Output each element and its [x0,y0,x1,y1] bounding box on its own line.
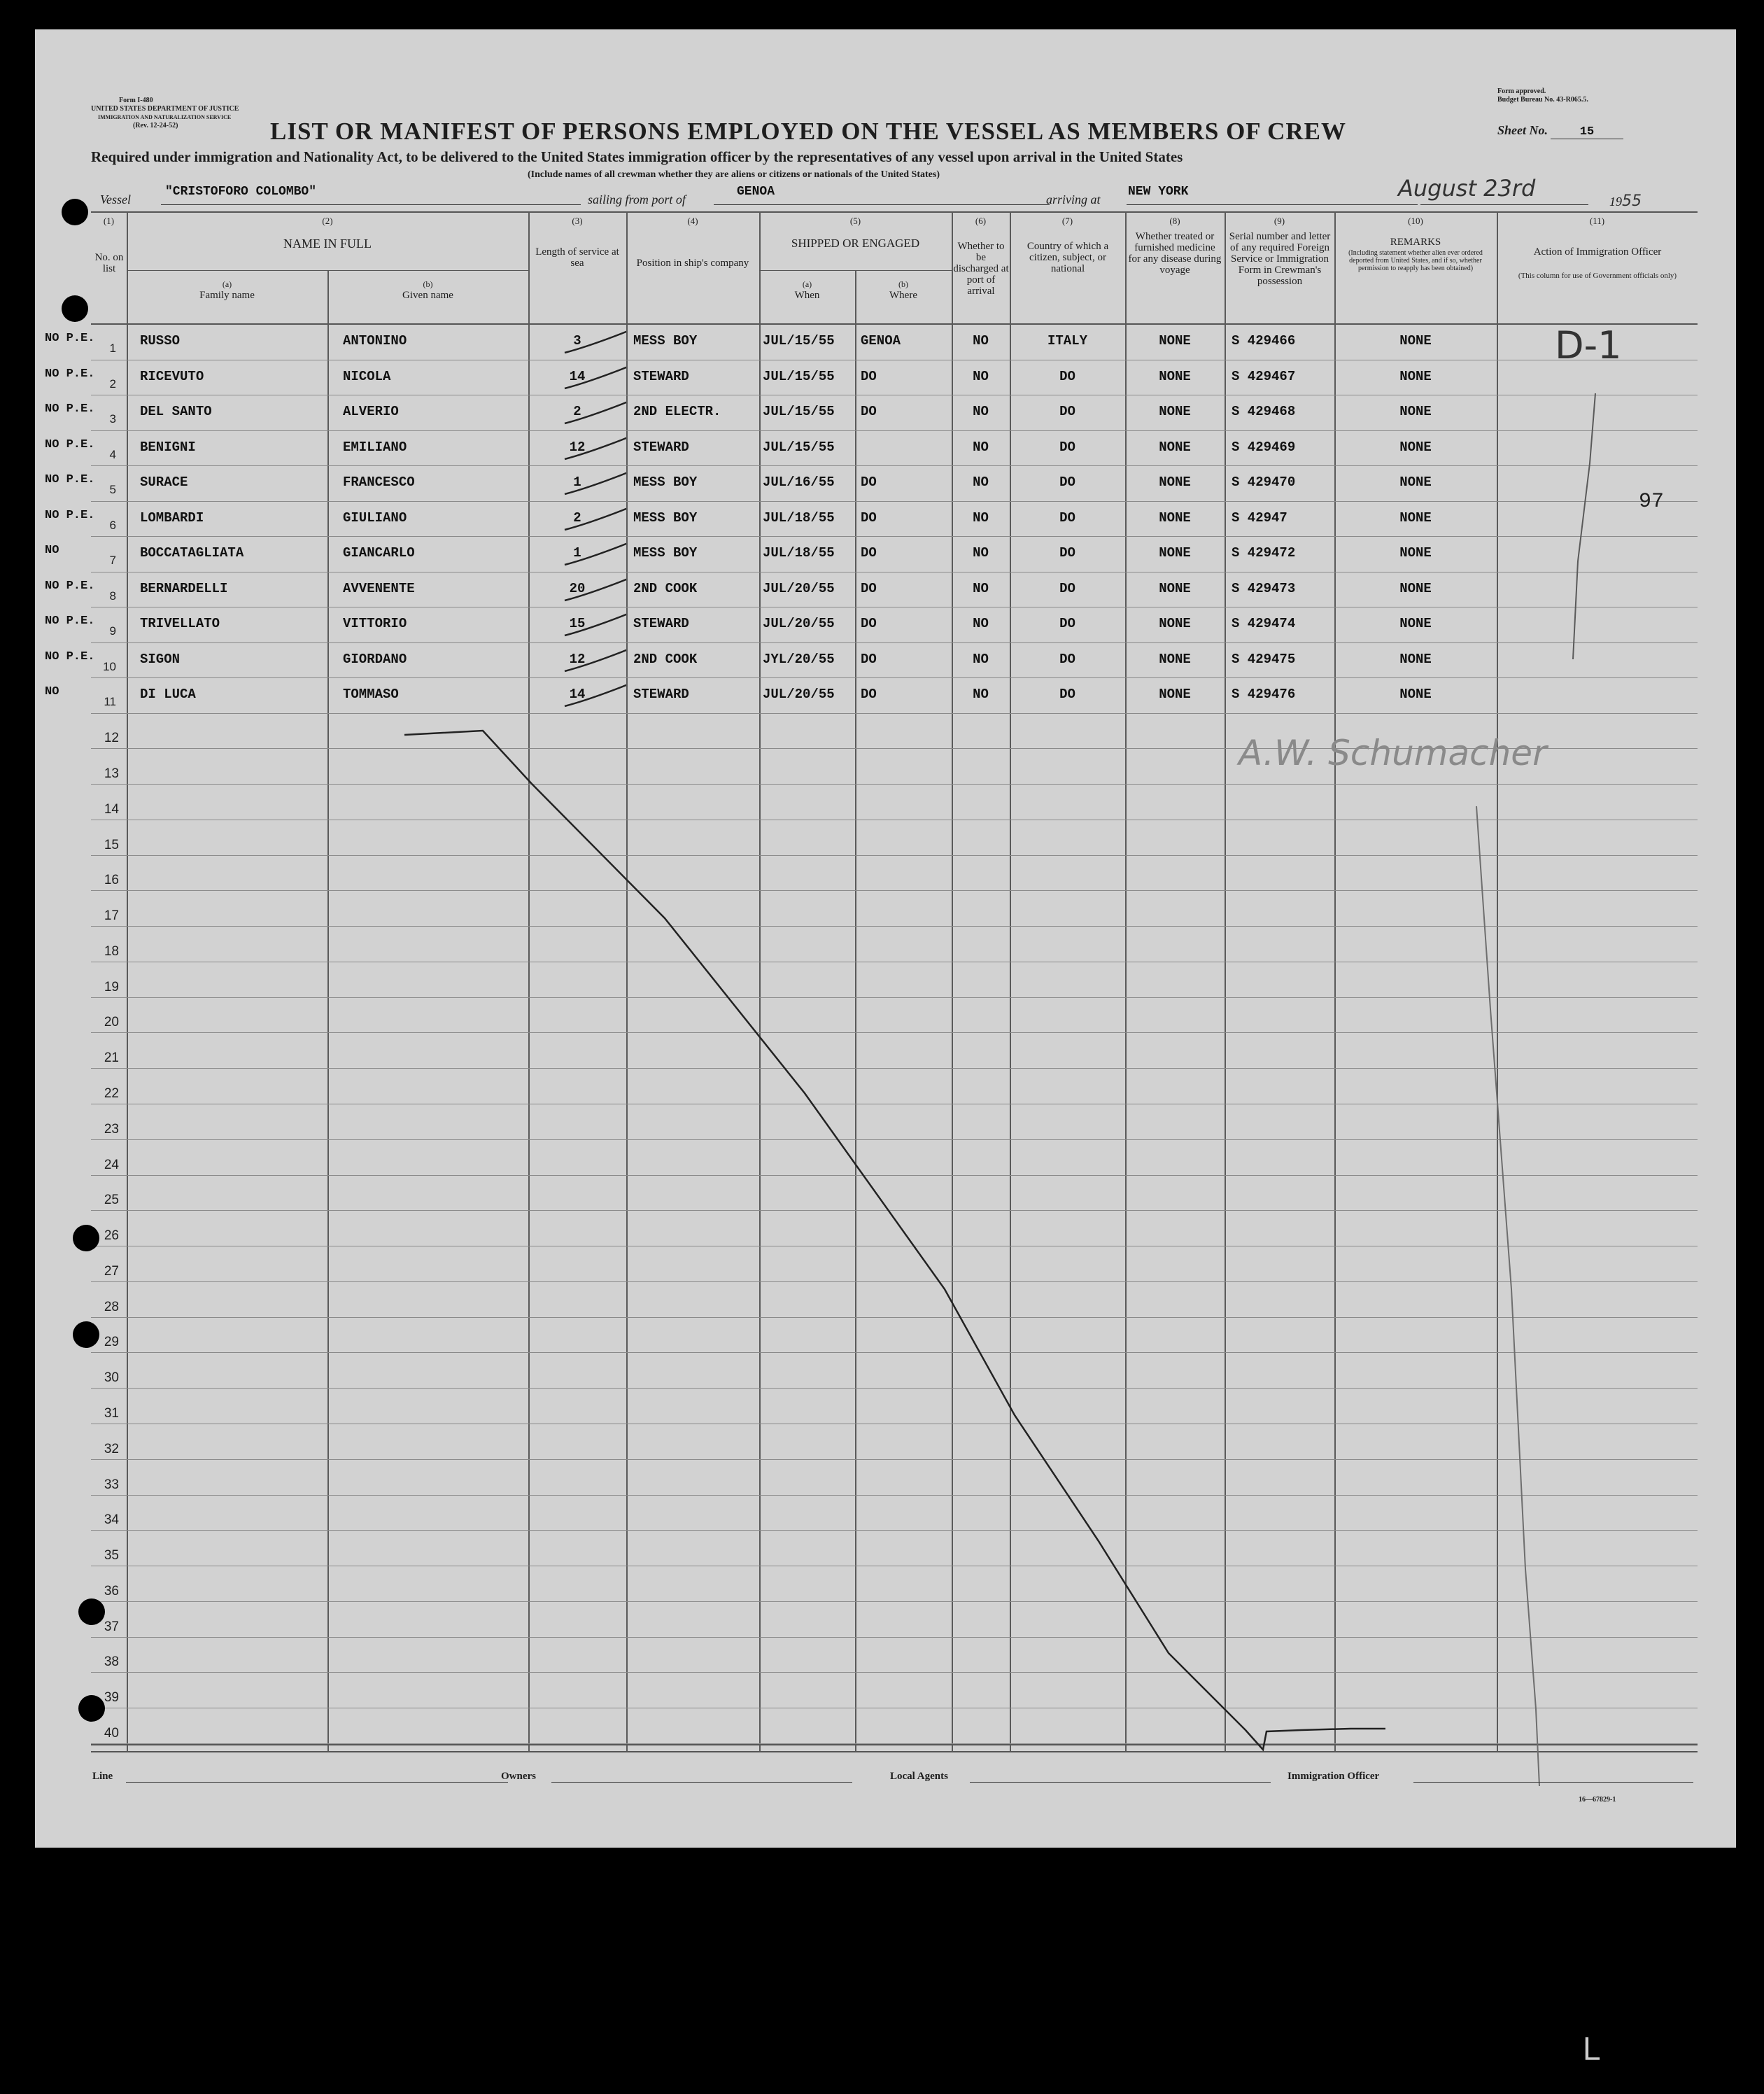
empty-row-number: 16 [104,873,119,888]
margin-note: NO P.E. [45,473,95,486]
cell-serial: S 429470 [1232,475,1296,490]
cell-given: TOMMASO [343,687,399,702]
cell-discharged: NO [973,368,989,384]
cell-medicine: NONE [1159,510,1191,526]
punch-hole [73,1321,99,1348]
cell-country: DO [1059,510,1075,526]
empty-row-number: 31 [104,1406,119,1421]
row-number: 7 [109,554,116,567]
cell-service: 2 [573,404,581,419]
col-medicine: Whether treated or furnished medicine for any disease during voyage [1128,231,1222,276]
margin-note: NO P.E. [45,367,95,381]
empty-row-number: 14 [104,801,119,817]
cell-remarks: NONE [1399,651,1432,667]
cell-where: DO [861,475,877,490]
col-serial-number: Serial number and letter of any required Foreign Service or Immigration Form in Crewman's possession [1229,231,1331,287]
row-number: 11 [104,695,116,708]
vessel-label: Vessel [100,192,131,206]
cell-serial: S 429468 [1232,404,1296,419]
row-number: 5 [109,483,116,496]
empty-row-number: 32 [104,1441,119,1456]
col-remarks: REMARKS [1390,237,1441,248]
cell-service: 1 [573,545,581,561]
col11-number: (11) [1589,216,1605,226]
cell-when: JUL/15/55 [763,439,835,455]
footer-officer-label: Immigration Officer [1287,1771,1380,1782]
row-number: 2 [109,377,116,391]
col-no-on-list: No. on list [94,252,124,274]
col-country: Country of which a citizen, subject, or national [1026,241,1109,274]
col4-number: (4) [687,216,698,226]
empty-row-number: 23 [104,1121,119,1137]
footer-owners-label: Owners [501,1771,536,1782]
cell-given: GIANCARLO [343,545,415,561]
cell-serial: S 429469 [1232,439,1296,455]
empty-row-number: 37 [104,1619,119,1634]
cell-position: MESS BOY [633,545,698,561]
col6-number: (6) [975,216,987,226]
col-position: Position in ship's company [636,258,749,269]
cell-given: NICOLA [343,368,391,384]
empty-row-number: 19 [104,979,119,995]
cell-where: DO [861,651,877,667]
cell-discharged: NO [973,651,989,667]
cell-serial: S 429474 [1232,616,1296,631]
port-of-arrival: NEW YORK [1128,185,1189,199]
cell-medicine: NONE [1159,616,1191,631]
form-number: Form I-480 [119,97,153,104]
cell-country: ITALY [1047,333,1087,349]
corner-mark: L [1583,2030,1601,2067]
col-given-letter: (b) [423,279,433,289]
vessel-name: "CRISTOFORO COLOMBO" [165,185,317,199]
cell-where: DO [861,545,877,561]
budget-bureau: Budget Bureau No. 43-R065.5. [1497,96,1588,104]
col-where: Where [889,290,917,301]
year-field: 1955 [1609,192,1642,210]
cell-where: DO [861,616,877,631]
margin-note: NO P.E. [45,614,95,628]
row-number: 3 [109,412,116,426]
footer-agents-label: Local Agents [890,1771,948,1782]
cell-when: JYL/20/55 [763,651,835,667]
punch-hole [78,1695,105,1722]
cell-medicine: NONE [1159,439,1191,455]
cell-family: RUSSO [140,333,181,349]
row-number: 9 [109,624,116,638]
empty-row-number: 12 [104,731,119,746]
empty-row-number: 28 [104,1299,119,1314]
empty-row-number: 39 [104,1690,119,1706]
cell-country: DO [1059,404,1075,419]
cell-serial: S 42947 [1232,510,1287,526]
cell-given: ALVERIO [343,404,399,419]
revision: (Rev. 12-24-52) [133,122,178,129]
cell-family: SURACE [140,475,188,490]
empty-row-number: 17 [104,908,119,924]
margin-note: NO P.E. [45,332,95,345]
cell-family: BOCCATAGLIATA [140,545,244,561]
cell-position: MESS BOY [633,510,698,526]
cell-family: DI LUCA [140,687,196,702]
cell-country: DO [1059,651,1075,667]
cell-medicine: NONE [1159,651,1191,667]
cell-discharged: NO [973,687,989,702]
cell-when: JUL/15/55 [763,333,835,349]
margin-note: NO P.E. [45,579,95,593]
cell-remarks: NONE [1399,580,1432,596]
cell-position: STEWARD [633,368,689,384]
cell-family: DEL SANTO [140,404,212,419]
agency-line2: IMMIGRATION AND NATURALIZATION SERVICE [98,114,232,120]
cell-service: 2 [573,510,581,526]
action-mark: D-1 [1555,323,1622,367]
punch-hole [62,199,88,225]
cell-medicine: NONE [1159,333,1191,349]
cell-remarks: NONE [1399,368,1432,384]
cell-given: ANTONINO [343,333,407,349]
cell-position: 2ND ELECTR. [633,404,721,419]
empty-row-number: 35 [104,1548,119,1564]
margin-note: NO P.E. [45,649,95,663]
cell-when: JUL/20/55 [763,687,835,702]
cell-remarks: NONE [1399,333,1432,349]
cell-when: JUL/18/55 [763,510,835,526]
cancel-strike-line [35,29,1736,1848]
row-number: 10 [103,659,116,673]
cell-given: AVVENENTE [343,580,415,596]
margin-note: NO P.E. [45,508,95,522]
margin-note: NO P.E. [45,402,95,416]
cell-country: DO [1059,687,1075,702]
cell-medicine: NONE [1159,687,1191,702]
cell-service: 1 [573,475,581,490]
cell-medicine: NONE [1159,475,1191,490]
cell-remarks: NONE [1399,687,1432,702]
cell-when: JUL/15/55 [763,404,835,419]
col-when-letter: (a) [802,279,812,289]
footer-line-label: Line [92,1771,113,1782]
cell-serial: S 429467 [1232,368,1296,384]
cell-service: 3 [573,333,581,349]
cell-service: 20 [569,580,586,596]
col-action-note: (This column for use of Government officials only) [1518,272,1677,280]
cell-service: 14 [569,687,586,702]
col-shipped-or-engaged: SHIPPED OR ENGAGED [791,237,920,250]
sailing-label: sailing from port of [588,192,686,206]
cell-where: GENOA [861,333,901,349]
agency-line1: UNITED STATES DEPARTMENT OF JUSTICE [91,105,239,113]
col-family-letter: (a) [222,279,232,289]
col1-number: (1) [103,216,115,226]
punch-hole [62,295,88,322]
cell-family: RICEVUTO [140,368,204,384]
punch-hole [78,1598,105,1625]
cell-serial: S 429475 [1232,651,1296,667]
col-remarks-note: (Including statement whether alien ever ordered deported from United States, and if so, whether permission to reapply has been obtained) [1348,249,1483,272]
cell-position: 2ND COOK [633,580,698,596]
empty-row-number: 21 [104,1050,119,1066]
cell-where: DO [861,368,877,384]
manifest-subtitle: Required under immigration and Nationality Act, to be delivered to the United States immigration officer by the representatives of any vessel upon arrival in the United States [91,148,1183,165]
cell-country: DO [1059,368,1075,384]
col-given-name: Given name [402,290,453,301]
cell-service: 12 [569,439,586,455]
empty-row-number: 25 [104,1193,119,1208]
cell-serial: S 429476 [1232,687,1296,702]
cell-given: FRANCESCO [343,475,415,490]
cell-discharged: NO [973,616,989,631]
empty-row-number: 13 [104,766,119,782]
cell-where: DO [861,404,877,419]
immigration-officer-signature: A.W. Schumacher [1239,733,1547,773]
side-number: 97 [1639,490,1665,514]
empty-row-number: 29 [104,1335,119,1350]
port-of-departure: GENOA [737,185,775,199]
cell-discharged: NO [973,510,989,526]
margin-note: NO [45,685,59,698]
col-discharged: Whether to be discharged at port of arrival [953,241,1009,297]
arriving-label: arriving at [1046,192,1101,206]
empty-row-number: 24 [104,1157,119,1172]
empty-row-number: 26 [104,1228,119,1244]
col9-number: (9) [1273,216,1285,226]
cell-position: STEWARD [633,687,689,702]
manifest-title: LIST OR MANIFEST OF PERSONS EMPLOYED ON THE VESSEL AS MEMBERS OF CREW [270,118,1347,145]
col2-number: (2) [322,216,333,226]
form-code: 16—67829-1 [1579,1796,1616,1804]
cell-when: JUL/18/55 [763,545,835,561]
cell-position: 2ND COOK [633,651,698,667]
manifest-note: (Include names of all crewman whether they are aliens or citizens or nationals of the United States) [528,169,940,180]
punch-hole [73,1225,99,1251]
cell-country: DO [1059,580,1075,596]
cell-discharged: NO [973,404,989,419]
col-name-in-full: NAME IN FULL [283,237,372,251]
cell-medicine: NONE [1159,545,1191,561]
cell-where: DO [861,580,877,596]
margin-note: NO P.E. [45,437,95,451]
row-number: 8 [109,589,116,603]
cell-remarks: NONE [1399,475,1432,490]
cell-country: DO [1059,475,1075,490]
cell-discharged: NO [973,333,989,349]
empty-row-number: 33 [104,1477,119,1492]
cell-given: VITTORIO [343,616,407,631]
cell-when: JUL/20/55 [763,616,835,631]
cell-serial: S 429466 [1232,333,1296,349]
col10-number: (10) [1408,216,1423,226]
cell-discharged: NO [973,475,989,490]
row-number: 1 [109,342,116,355]
margin-note: NO [45,544,59,557]
cell-position: STEWARD [633,616,689,631]
col-when: When [794,290,820,301]
col-family-name: Family name [199,290,255,301]
cell-where: DO [861,510,877,526]
cell-remarks: NONE [1399,439,1432,455]
row-number: 4 [109,447,116,461]
sheet-label: Sheet No. [1497,123,1548,137]
cell-service: 15 [569,616,586,631]
cell-service: 12 [569,651,586,667]
cell-family: BENIGNI [140,439,196,455]
cell-service: 14 [569,368,586,384]
col-action: Action of Immigration Officer [1533,246,1662,258]
cell-position: MESS BOY [633,333,698,349]
empty-row-number: 15 [104,837,119,852]
empty-row-number: 36 [104,1583,119,1598]
sheet-number: 15 [1579,125,1595,139]
empty-row-number: 20 [104,1015,119,1030]
cell-when: JUL/16/55 [763,475,835,490]
col-length-of-service: Length of service at sea [535,246,619,269]
cell-serial: S 429472 [1232,545,1296,561]
cell-family: SIGON [140,651,181,667]
col8-number: (8) [1169,216,1180,226]
empty-row-number: 30 [104,1370,119,1386]
col-where-letter: (b) [898,279,908,289]
empty-row-number: 38 [104,1654,119,1670]
col3-number: (3) [572,216,583,226]
cell-medicine: NONE [1159,580,1191,596]
cell-given: EMILIANO [343,439,407,455]
cell-country: DO [1059,545,1075,561]
cell-discharged: NO [973,439,989,455]
cell-remarks: NONE [1399,616,1432,631]
cell-remarks: NONE [1399,510,1432,526]
cell-family: LOMBARDI [140,510,204,526]
cell-position: STEWARD [633,439,689,455]
cell-discharged: NO [973,580,989,596]
cell-discharged: NO [973,545,989,561]
cell-country: DO [1059,616,1075,631]
cell-medicine: NONE [1159,368,1191,384]
col7-number: (7) [1061,216,1073,226]
cell-family: TRIVELLATO [140,616,220,631]
col5-number: (5) [849,216,861,226]
cell-when: JUL/20/55 [763,580,835,596]
cell-remarks: NONE [1399,545,1432,561]
form-approved: Form approved. [1497,87,1546,95]
cell-family: BERNARDELLI [140,580,228,596]
cell-when: JUL/15/55 [763,368,835,384]
empty-row-number: 22 [104,1086,119,1102]
cell-where: DO [861,687,877,702]
cell-given: GIORDANO [343,651,407,667]
manifest-sheet [35,29,1736,1848]
empty-row-number: 34 [104,1512,119,1528]
empty-row-number: 40 [104,1726,119,1741]
arrival-date-handwritten: August 23rd [1398,175,1536,202]
cell-country: DO [1059,439,1075,455]
empty-row-number: 27 [104,1263,119,1279]
cell-position: MESS BOY [633,475,698,490]
cell-remarks: NONE [1399,404,1432,419]
empty-row-number: 18 [104,943,119,959]
cell-serial: S 429473 [1232,580,1296,596]
cell-medicine: NONE [1159,404,1191,419]
row-number: 6 [109,518,116,532]
cell-given: GIULIANO [343,510,407,526]
